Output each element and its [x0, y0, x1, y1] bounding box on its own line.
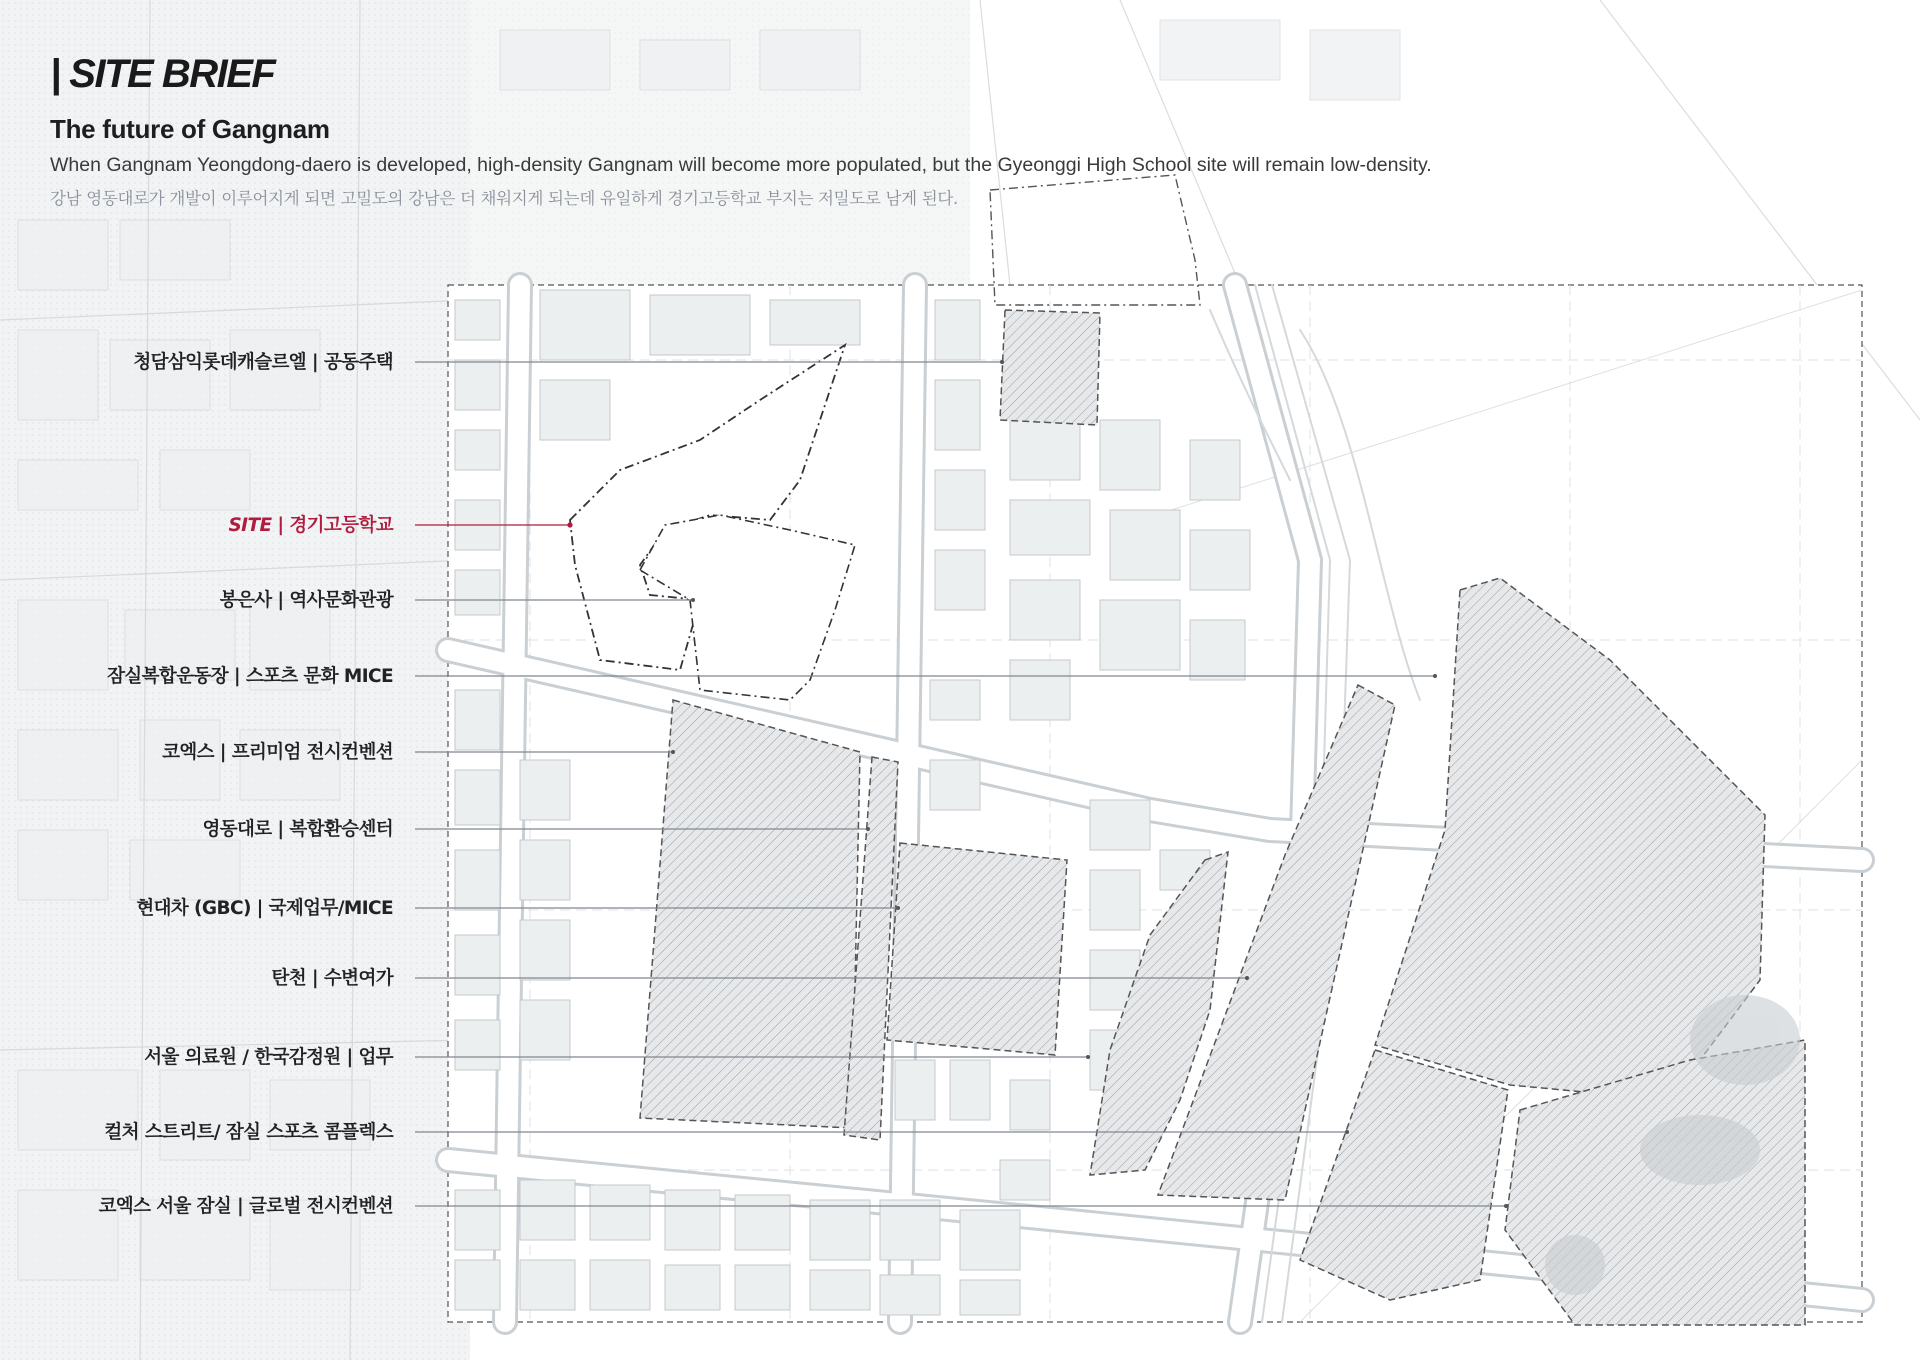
- page-subtitle: The future of Gangnam: [50, 114, 330, 144]
- label-culture-street: 컬처 스트리트/ 잠실 스포츠 콤플렉스: [104, 1122, 393, 1143]
- parcel-coex: [640, 700, 860, 1128]
- label-site: [228, 514, 393, 536]
- leader-dot-culture-street: [1345, 1130, 1349, 1134]
- leader-dot-coex-jamsil: [1504, 1204, 1508, 1208]
- leader-dot-site: [567, 522, 572, 527]
- leader-dot-medical: [1086, 1055, 1090, 1059]
- leader-dot-cheongdam: [1000, 360, 1004, 364]
- label-bongeunsa: 봉은사 | 역사문화관광: [219, 590, 393, 611]
- description-korean: 강남 영동대로가 개발이 이루어지게 되면 고밀도의 강남은 더 채워지게 되는데 유일하게 경기고등학교 부지는 저밀도로 남게 된다.: [50, 189, 958, 208]
- leader-dot-gbc: [896, 906, 900, 910]
- label-site-prefix: SITE: [228, 515, 272, 536]
- leader-dot-jamsil-stadium: [1433, 674, 1437, 678]
- label-coex-jamsil: 코엑스 서울 잠실 | 글로벌 전시컨벤션: [98, 1196, 393, 1217]
- leader-dot-yeongdong: [866, 827, 870, 831]
- parcel-gbc: [887, 843, 1067, 1055]
- label-medical: 서울 의료원 / 한국감정원 | 업무: [144, 1047, 393, 1068]
- description-english: When Gangnam Yeongdong-daero is developed, high-density Gangnam will become more populated, but the Gyeonggi High School site will remain low-density.: [50, 154, 1432, 176]
- label-coex: 코엑스 | 프리미엄 전시컨벤션: [162, 742, 393, 763]
- label-cheongdam: 청담삼익롯데캐슬르엘 | 공동주택: [133, 352, 393, 373]
- leader-dot-coex: [671, 750, 675, 754]
- parcel-cheongdam: [1000, 310, 1100, 425]
- leader-dot-bongeunsa: [691, 598, 695, 602]
- page-title: | SITE BRIEF: [50, 52, 275, 96]
- label-yeongdong: 영동대로 | 복합환승센터: [202, 819, 393, 840]
- label-site-text: | 경기고등학교: [271, 515, 393, 536]
- label-gbc: 현대차 (GBC) | 국제업무/MICE: [136, 898, 393, 919]
- leader-dot-tancheon: [1245, 976, 1249, 980]
- label-tancheon: 탄천 | 수변여가: [271, 968, 393, 989]
- label-jamsil-stadium: 잠실복합운동장 | 스포츠 문화 MICE: [107, 666, 393, 687]
